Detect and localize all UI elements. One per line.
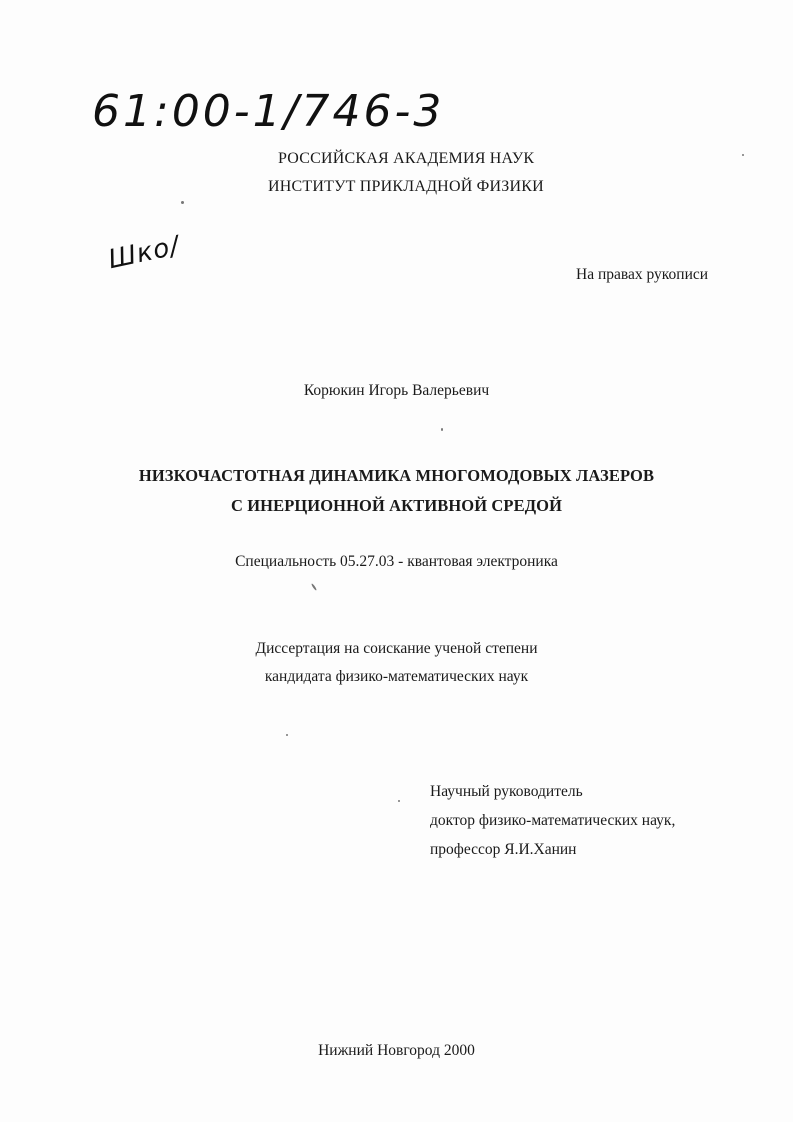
handwritten-initials: Шко/ [105,230,183,276]
dissertation-line2: кандидата физико-математических наук [264,668,529,685]
city-year: Нижний Новгород 2000 [318,1042,475,1059]
supervisor-name: профессор Я.И.Ханин [430,841,577,858]
scan-speck [311,583,317,591]
thesis-title-line2: С ИНЕРЦИОННОЙ АКТИВНОЙ СРЕДОЙ [230,496,563,515]
header-institute: ИНСТИТУТ ПРИКЛАДНОЙ ФИЗИКИ [268,178,544,195]
dissertation-line1: Диссертация на соискание ученой степени [255,640,538,657]
scan-speck [181,201,184,204]
supervisor-degree: доктор физико-математических наук, [430,812,676,829]
supervisor-role: Научный руководитель [430,783,583,800]
handwritten-catalog-number: 61:00-1/746-3 [92,86,445,137]
scan-speck [286,734,288,736]
scan-speck [742,154,744,156]
author-name: Корюкин Игорь Валерьевич [303,382,490,399]
thesis-title-line1: НИЗКОЧАСТОТНАЯ ДИНАМИКА МНОГОМОДОВЫХ ЛАЗЕРОВ [138,466,655,485]
scan-speck [441,428,443,431]
specialty: Специальность 05.27.03 - квантовая электроника [235,553,558,570]
scan-speck [398,800,400,802]
header-academy: РОССИЙСКАЯ АКАДЕМИЯ НАУК [278,150,535,167]
rights-note: На правах рукописи [576,266,709,283]
